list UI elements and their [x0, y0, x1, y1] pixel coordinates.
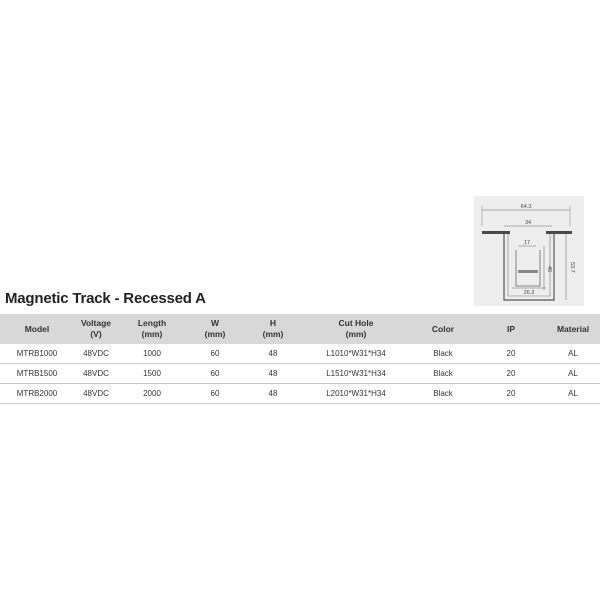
- cell-material: AL: [546, 364, 600, 384]
- cell-ip: 20: [476, 364, 546, 384]
- cell-voltage: 48VDC: [74, 344, 118, 364]
- cell-height: 48: [244, 364, 302, 384]
- right-flange: [546, 231, 572, 234]
- header-color: Color: [410, 314, 476, 344]
- cell-width: 60: [186, 384, 244, 404]
- cell-color: Black: [410, 364, 476, 384]
- cell-material: AL: [546, 344, 600, 364]
- cell-color: Black: [410, 344, 476, 364]
- dim-label-depth: 40: [546, 266, 552, 273]
- cell-height: 48: [244, 344, 302, 364]
- header-material: Material: [546, 314, 600, 344]
- cell-model: MTRB1500: [0, 364, 74, 384]
- header-height: H (mm): [244, 314, 302, 344]
- cell-cut-hole: L1510*W31*H34: [302, 364, 410, 384]
- left-flange: [482, 231, 510, 234]
- cell-cut-hole: L2010*W31*H34: [302, 384, 410, 404]
- table-row: [0, 344, 600, 364]
- table-row: [0, 384, 600, 404]
- dim-label-height: 53.7: [569, 262, 575, 273]
- cell-model: MTRB2000: [0, 384, 74, 404]
- cell-ip: 20: [476, 344, 546, 364]
- cell-width: 60: [186, 364, 244, 384]
- header-ip: IP: [476, 314, 546, 344]
- header-width: W (mm): [186, 314, 244, 344]
- cell-model: MTRB1000: [0, 344, 74, 364]
- profile-cross-section-diagram: [474, 196, 584, 306]
- header-voltage: Voltage (V): [74, 314, 118, 344]
- cell-length: 1500: [118, 364, 186, 384]
- cell-width: 60: [186, 344, 244, 364]
- table-header-row: [0, 314, 600, 344]
- dim-label-inner-width: 34: [524, 220, 532, 226]
- table-row: [0, 364, 600, 384]
- cell-color: Black: [410, 384, 476, 404]
- cell-voltage: 48VDC: [74, 384, 118, 404]
- cell-material: AL: [546, 384, 600, 404]
- cell-ip: 20: [476, 384, 546, 404]
- cell-voltage: 48VDC: [74, 364, 118, 384]
- cell-cut-hole: L1010*W31*H34: [302, 344, 410, 364]
- dim-label-width: 64.3: [520, 204, 532, 210]
- header-model: Model: [0, 314, 74, 344]
- dim-label-bottom-width: 26.3: [523, 290, 535, 296]
- page-title: Magnetic Track - Recessed A: [5, 290, 206, 307]
- spec-table: [0, 314, 600, 404]
- header-length: Length (mm): [118, 314, 186, 344]
- cell-height: 48: [244, 384, 302, 404]
- cell-length: 1000: [118, 344, 186, 364]
- cell-length: 2000: [118, 384, 186, 404]
- dim-label-slot: 17: [523, 240, 531, 246]
- header-cut-hole: Cut Hole (mm): [302, 314, 410, 344]
